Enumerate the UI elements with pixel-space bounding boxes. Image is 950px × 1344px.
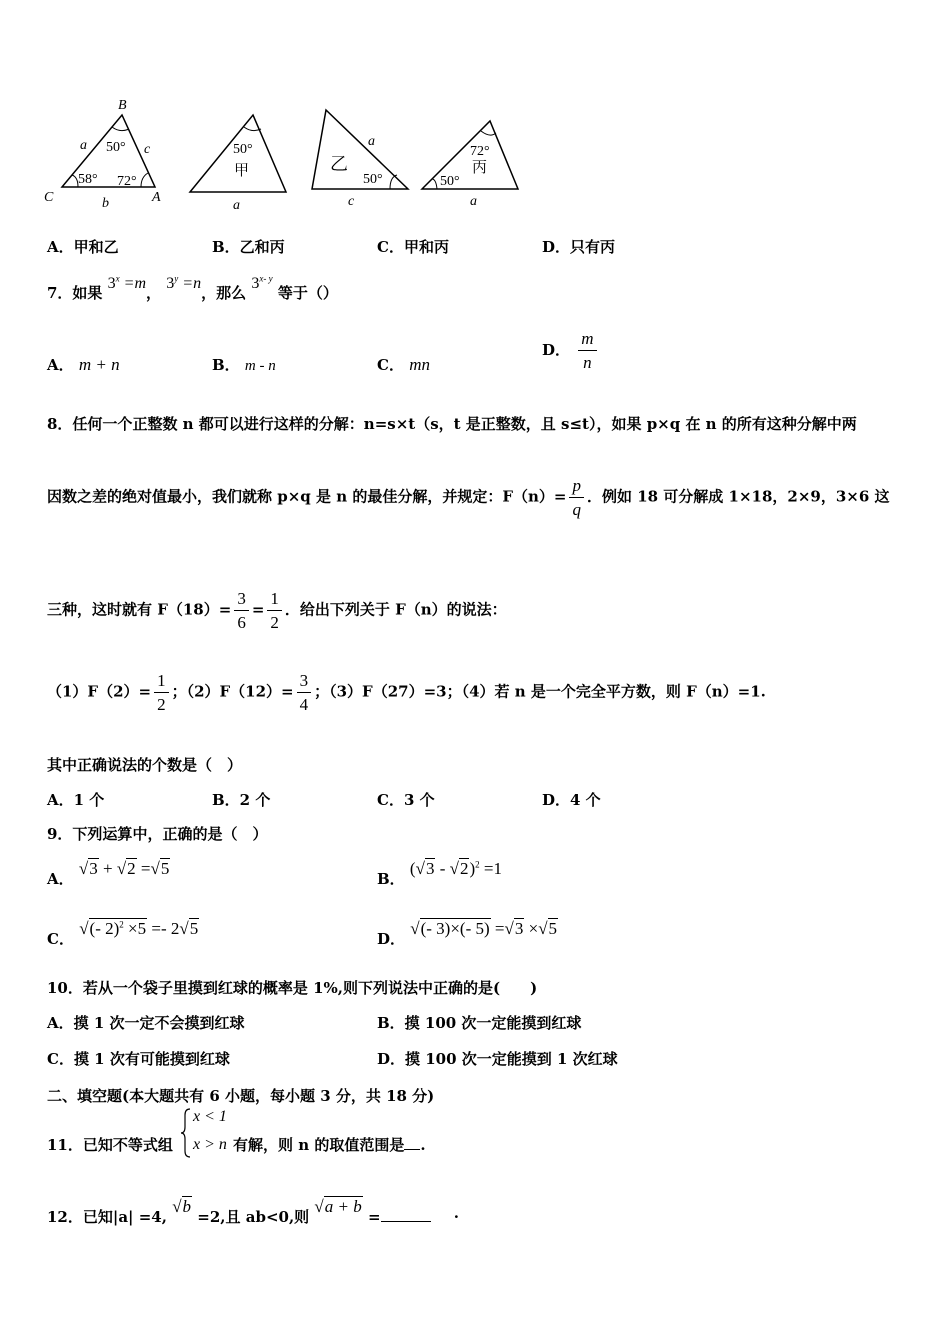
q11-brace <box>180 1107 192 1159</box>
q7-option-d[interactable] <box>542 330 600 371</box>
q9-a-eq: = <box>136 859 151 878</box>
q10-option-c[interactable]: C．摸 1 次有可能摸到红球 <box>47 1050 230 1068</box>
q7-prefix: 7．如果 <box>47 284 103 302</box>
triangle-abc <box>44 98 161 211</box>
q7-eq1-rhs: =m <box>123 275 147 292</box>
q8-s1-fraction <box>154 672 169 713</box>
q8-f-fraction <box>569 477 584 518</box>
q7-option-d-num: m <box>578 330 596 351</box>
q10-stem: 10．若从一个袋子里摸到红球的概率是 1%,则下列说法中正确的是( ) <box>47 979 538 997</box>
side-b: b <box>102 196 109 211</box>
q11-suffix-wrap: 有解，则 n 的取值范围是 . <box>233 1136 426 1154</box>
q8-e1-den: 6 <box>237 613 246 632</box>
q8-f-den: q <box>572 500 581 519</box>
q12-answer-blank[interactable] <box>381 1207 431 1222</box>
q12-eq: = <box>367 1208 381 1226</box>
q9-option-d-label: D． <box>377 930 406 948</box>
q9-a-r1: 3 <box>89 859 98 878</box>
q10-option-d[interactable]: D．摸 100 次一定能摸到 1 次红球 <box>377 1050 618 1068</box>
q9-stem: 9．下列运算中，正确的是（ ） <box>47 825 268 843</box>
q8-option-d[interactable]: D．4 个 <box>542 791 601 809</box>
q8-line2-b: ．例如 18 可分解成 1×18，2×9，3×6 这 <box>586 487 890 506</box>
q9-option-c[interactable]: C． √(- 2)$^2$ ×5 =- 2√5 <box>47 919 199 948</box>
triangle-bing <box>422 121 518 209</box>
q8-e2-fraction <box>267 590 282 631</box>
q8-line2-a: 因数之差的绝对值最小，我们就称 p×q 是 n 的最佳分解，并规定：F（n）= <box>47 487 567 506</box>
q9-b-open: ( <box>409 859 416 878</box>
angle-yi: 50° <box>363 172 383 187</box>
q7-option-d-label: D． <box>542 340 571 359</box>
q7-option-b-label: B． <box>212 356 240 374</box>
q8-s3: ；（3）F（27）=3；（4）若 n 是一个完全平方数，则 F（n）=1. <box>314 682 766 701</box>
q8-option-c[interactable]: C．3 个 <box>377 791 435 809</box>
section-2-title: 二、填空题(本大题共有 6 小题，每小题 3 分，共 18 分) <box>47 1087 435 1105</box>
q7-eq2-exp: y <box>174 273 179 284</box>
label-jia: 甲 <box>234 161 250 179</box>
q9-c-exp: 2 <box>119 919 124 930</box>
q12-prefix: 12．已知|a| =4, <box>47 1208 167 1226</box>
q6-option-c[interactable]: C．甲和丙 <box>377 238 449 256</box>
base-bing: a <box>470 194 477 209</box>
q8-s1-num: 1 <box>154 672 169 693</box>
angle-bing-left: 50° <box>440 174 460 189</box>
q9-b-exp: 2 <box>475 859 480 870</box>
q9-c-rad2: ×5 <box>123 919 147 938</box>
base-yi: c <box>348 194 355 209</box>
q9-b-close: ) <box>469 859 476 878</box>
q11-answer-blank[interactable] <box>404 1135 420 1150</box>
q10-option-a[interactable]: A．摸 1 次一定不会摸到红球 <box>47 1014 245 1032</box>
q8-line3-b: ．给出下列关于 F（n）的说法： <box>284 600 507 619</box>
q9-b-r1: 3 <box>425 859 435 878</box>
q9-a-r2: 2 <box>127 859 136 878</box>
q7-option-d-den: n <box>583 353 592 372</box>
q8-e2-num: 1 <box>267 590 282 611</box>
q8-f-num: p <box>569 477 584 498</box>
q7-eq1-base: 3 <box>107 275 116 292</box>
triangle-jia <box>190 115 286 213</box>
angle-jia: 50° <box>233 142 253 157</box>
q12-rad2: a + b <box>324 1197 362 1216</box>
q9-option-b-label: B． <box>377 870 405 888</box>
q12-rad1: b <box>182 1197 192 1216</box>
angle-c: 58° <box>78 172 98 187</box>
q8-s1-den: 2 <box>157 695 166 714</box>
q11-prefix: 11．已知不等式组 <box>47 1136 173 1154</box>
q9-option-d[interactable]: D． √(- 3)×(- 5) =√3 ×√5 <box>377 919 558 948</box>
q7-mid: ，那么 <box>201 284 247 302</box>
q9-option-a[interactable]: A． √3 + √2 =√5 <box>47 859 170 888</box>
q11 <box>47 1134 173 1155</box>
q12-dot: · <box>453 1208 460 1226</box>
q9-option-a-label: A． <box>47 870 74 888</box>
angle-a: 72° <box>117 174 137 189</box>
side-c: c <box>144 142 151 157</box>
q7-option-a-math: m + n <box>78 355 120 374</box>
q6-option-a[interactable]: A．甲和乙 <box>47 238 119 256</box>
q7-eq3-base: 3 <box>251 275 260 292</box>
q9-c-eq: =- 2 <box>147 919 180 938</box>
q7-eq2-base: 3 <box>166 275 175 292</box>
q7-eq3-exp: x- y <box>259 273 273 284</box>
q8-s1: （1）F（2）= <box>47 682 152 701</box>
q9-a-r3: 5 <box>160 859 170 878</box>
triangle-figures <box>40 95 540 215</box>
q9-d-rad: (- 3)×(- 5) <box>420 919 490 938</box>
q8-s2-fraction <box>297 672 312 713</box>
q8-e1-num: 3 <box>234 590 249 611</box>
q9-c-r: 5 <box>189 919 199 938</box>
vertex-a: A <box>152 190 161 205</box>
side-a: a <box>80 138 87 153</box>
q6-option-b[interactable]: B．乙和丙 <box>212 238 285 256</box>
label-yi: 乙 <box>330 154 348 175</box>
q7-option-b-math: m - n <box>244 358 276 374</box>
vertex-b: B <box>118 98 127 113</box>
q11-suffix: 有解，则 n 的取值范围是 <box>233 1136 405 1154</box>
angle-bing-top: 72° <box>470 144 490 159</box>
q7-suffix: 等于（） <box>277 284 338 302</box>
q7-option-c-label: C． <box>377 356 404 374</box>
q6-option-d[interactable]: D．只有丙 <box>542 238 616 256</box>
side-yi: a <box>368 134 375 149</box>
q9-option-b[interactable]: B． (√3 - √2)$^2$ =1 <box>377 859 502 888</box>
q12-mid: =2,且 ab<0,则 <box>197 1208 310 1226</box>
q9-a-plus: + <box>98 859 117 878</box>
q11-ineq2: x > n <box>193 1136 227 1153</box>
q7-eq2-rhs: =n <box>182 275 202 292</box>
q9-d-r2: 5 <box>548 919 558 938</box>
q7-stem <box>47 272 338 302</box>
q9-d-times: × <box>524 919 539 938</box>
label-bing: 丙 <box>472 158 488 176</box>
vertex-c: C <box>44 190 54 205</box>
q7-option-c[interactable] <box>377 354 430 375</box>
q8-s2-num: 3 <box>297 672 312 693</box>
q8-line3-a: 三种，这时就有 F（18）= <box>47 600 232 619</box>
q8-e1-fraction <box>234 590 249 631</box>
q7-option-a-label: A． <box>47 356 74 374</box>
q9-d-r1: 3 <box>514 919 524 938</box>
q7-option-d-fraction <box>578 330 596 371</box>
q9-c-rad: (- 2) <box>89 919 120 938</box>
q8-e2-den: 2 <box>270 613 279 632</box>
q7-comma: ， <box>146 284 162 302</box>
q8-eq: = <box>251 600 265 619</box>
q8-line2 <box>47 477 890 518</box>
q7-option-a[interactable] <box>47 354 120 375</box>
triangle-yi <box>312 110 408 209</box>
q9-d-eq: = <box>490 919 505 938</box>
q9-option-c-label: C． <box>47 930 74 948</box>
q7-option-c-math: mn <box>409 355 430 374</box>
q7-option-b[interactable] <box>212 354 276 375</box>
base-jia: a <box>233 198 240 213</box>
q10-option-b[interactable]: B．摸 100 次一定能摸到红球 <box>377 1014 582 1032</box>
q8-s2-den: 4 <box>299 695 309 714</box>
q12: 12．已知|a| =4, √b =2,且 ab<0,则 √a + b = · <box>47 1197 460 1226</box>
q8-question: 其中正确说法的个数是（ ） <box>47 756 243 774</box>
q7-eq1-exp: x <box>115 273 120 284</box>
angle-b: 50° <box>106 140 126 155</box>
q8-statements <box>47 672 766 713</box>
q8-option-b[interactable]: B．2 个 <box>212 791 271 809</box>
q9-b-minus: - <box>435 859 450 878</box>
q11-ineq1: x < 1 <box>193 1108 227 1125</box>
q9-b-r2: 2 <box>459 859 469 878</box>
q8-s2: ；（2）F（12）= <box>171 682 294 701</box>
q8-option-a[interactable]: A．1 个 <box>47 791 105 809</box>
q8-line3 <box>47 590 507 631</box>
q8-line1: 8．任何一个正整数 n 都可以进行这样的分解：n=s×t（s，t 是正整数，且 s≤t），如果 p×q 在 n 的所有这种分解中两 <box>47 415 857 433</box>
q9-b-rhs: =1 <box>479 859 502 878</box>
